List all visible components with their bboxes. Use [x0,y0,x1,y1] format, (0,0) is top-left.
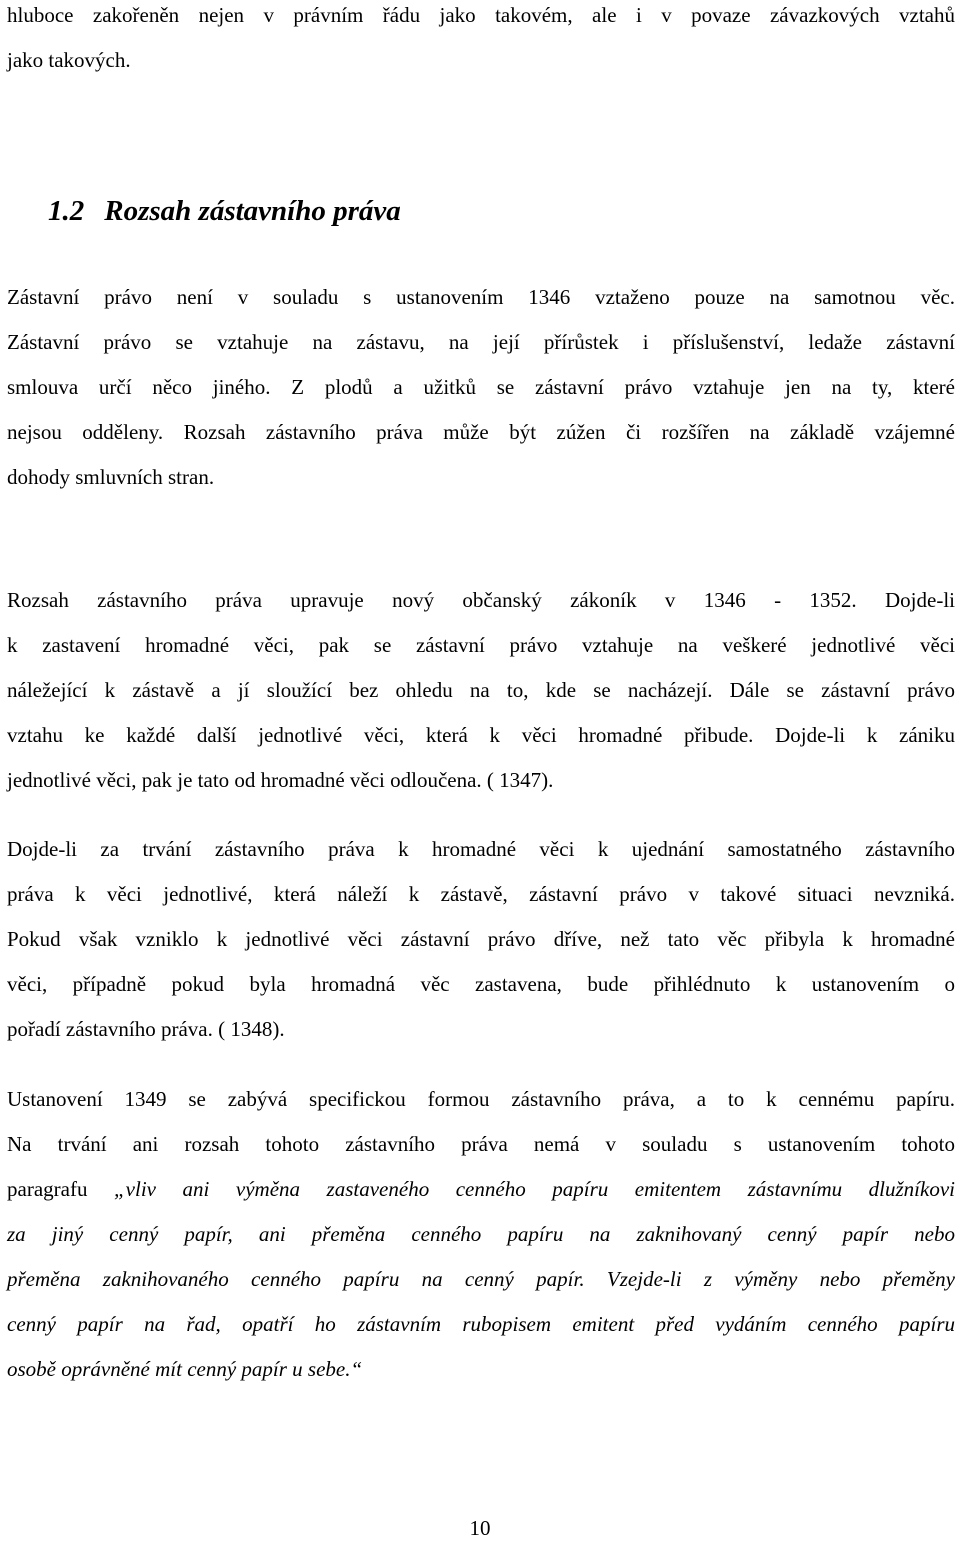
statute-quote: cenný papír na řad, opatří ho zástavním rubopisem emitent před vydáním cenného papíru [7,1312,955,1336]
text-line: práva k věci jednotlivé, která náleží k zástavě, zástavní právo v takové situaci nevzniká. [7,882,955,906]
text-line: náležející k zástavě a jí sloužící bez ohledu na to, kde se nacházejí. Dále se zástavní právo [7,678,955,702]
text-line: Zástavní právo se vztahuje na zástavu, na její přírůstek i příslušenství, ledaže zástavní [7,330,955,354]
text-line: k zastavení hromadné věci, pak se zástavní právo vztahuje na veškeré jednotlivé věci [7,633,955,657]
paragraph-collective-thing [7,578,955,803]
text-line: věci, případně pokud byla hromadná věc zastavena, bude přihlédnuto k ustanovením o [7,972,955,996]
section-number: 1.2 [48,195,85,227]
text-fragment: paragrafu [7,1177,114,1201]
paragraph-scope [7,275,955,500]
text-line: Na trvání ani rozsah tohoto zástavního práva nemá v souladu s ustanovením tohoto [7,1132,955,1156]
text-line: Pokud však vzniklo k jednotlivé věci zástavní právo dříve, než tato věc přibyla k hromadné [7,927,955,951]
statute-quote: „vliv ani výměna zastaveného cenného papíru emitentem zástavnímu dlužníkovi [113,1177,955,1201]
statute-quote: přeměna zaknihovaného cenného papíru na cenný papír. Vzejde-li z výměny nebo přeměny [7,1267,955,1291]
statute-quote: osobě oprávněné mít cenný papír u sebe.“ [7,1357,363,1381]
text-line: vztahu ke každé další jednotlivé věci, která k věci hromadné přibude. Dojde-li k zániku [7,723,955,747]
text-line: jako takových. [7,48,131,72]
section-title: Rozsah zástavního práva [104,195,401,227]
text-line: jednotlivé věci, pak je tato od hromadné věci odloučena. ( 1347). [7,768,554,792]
text-line: Ustanovení 1349 se zabývá specifickou formou zástavního práva, a to k cennému papíru. [7,1087,955,1111]
statute-quote: za jiný cenný papír, ani přeměna cenného papíru na zaknihovaný cenný papír nebo [7,1222,955,1246]
text-line: Rozsah zástavního práva upravuje nový občanský zákoník v 1346 - 1352. Dojde-li [7,588,955,612]
text-line [7,1167,955,1212]
text-line: nejsou odděleny. Rozsah zástavního práva může být zúžen či rozšířen na základě vzájemné [7,420,955,444]
text-line: dohody smluvních stran. [7,465,215,489]
text-line: pořadí zástavního práva. ( 1348). [7,1017,285,1041]
text-line: smlouva určí něco jiného. Z plodů a užitků se zástavní právo vztahuje jen na ty, které [7,375,955,399]
paragraph-securities [7,1077,955,1392]
paragraph-separate-pledge [7,827,955,1052]
text-line: Zástavní právo není v souladu s ustanovením 1346 vztaženo pouze na samotnou věc. [7,285,955,309]
intro-paragraph [7,0,955,83]
page-number: 10 [469,1516,491,1540]
text-line: Dojde-li za trvání zástavního práva k hromadné věci k ujednání samostatného zástavního [7,837,955,861]
text-line: hlubоce zakořeněn nejen v právním řádu jako takovém, ale i v povaze závazkových vztahů [7,3,955,27]
section-heading [48,195,401,228]
